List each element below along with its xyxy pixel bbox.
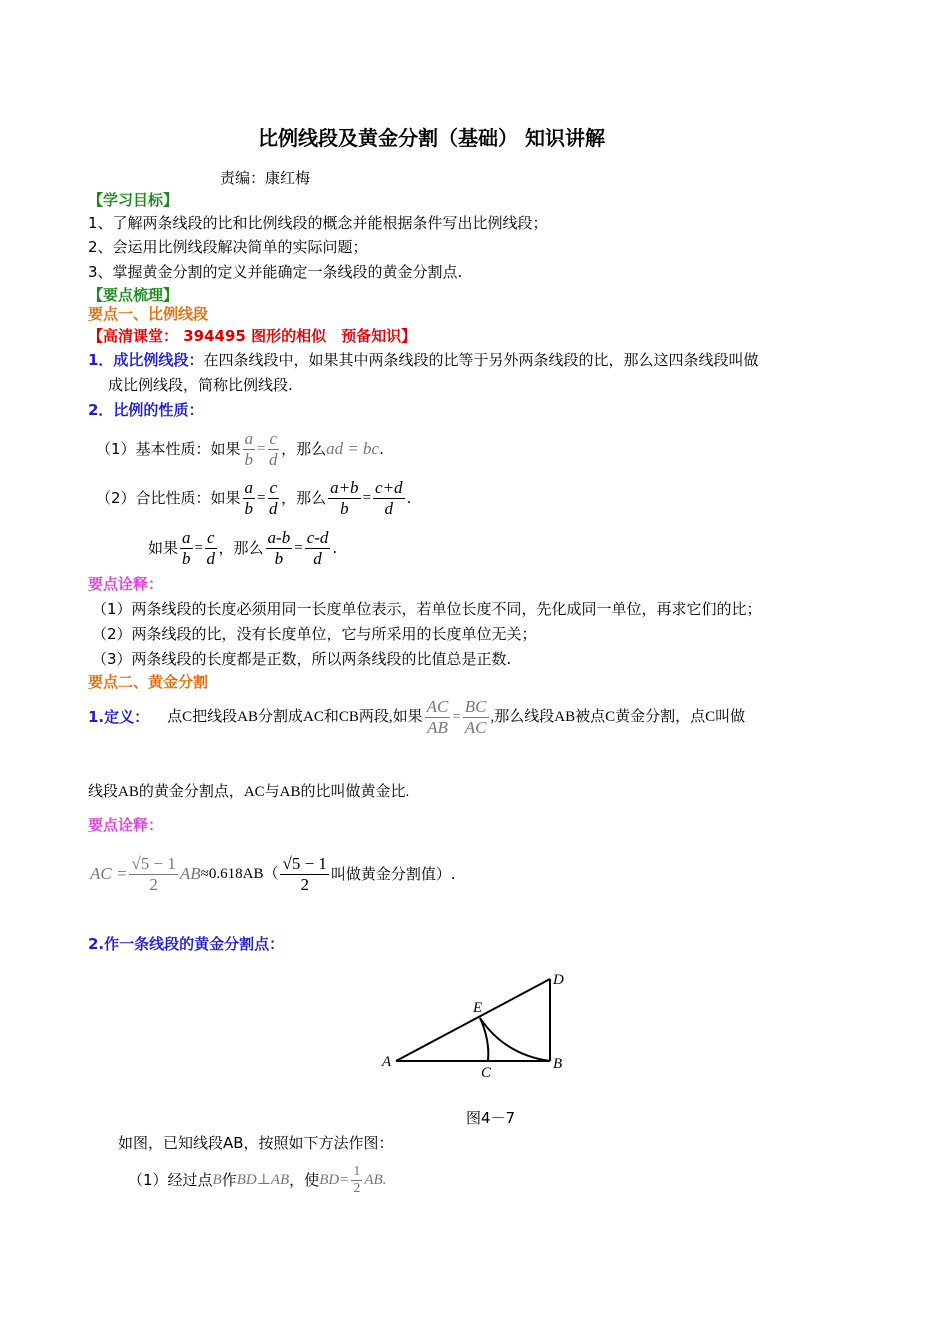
- arc-de: [480, 1018, 550, 1061]
- prop1-prefix: （1）基本性质：如果: [96, 440, 241, 458]
- point2-heading: 要点二、黄金分割: [88, 673, 209, 691]
- fraction-a-minus-b-over-b: $\frac{a-b}{b}$: [267, 527, 291, 568]
- def1-text: 在四条线段中，如果其中两条线段的比等于另外两条线段的比，那么这四条线段叫做: [203, 351, 759, 369]
- point-label-e: E: [473, 1000, 483, 1016]
- prop2-line: （2）合比性质：如果 $\frac{a}{b}$ = $\frac{c}{d}$ ，那么 $\frac{a+b}{b}$ = $\frac{c+d}{d}$ .: [96, 477, 412, 518]
- def1-line: [88, 350, 758, 370]
- construct-label: 2.作一条线段的黄金分割点：: [88, 935, 285, 953]
- fraction-ac-over-ab: $\frac{AC}{AB}$: [426, 696, 449, 737]
- point-label-a: A: [382, 1054, 392, 1070]
- point-label-c: C: [481, 1065, 492, 1081]
- fraction-bc-over-ac: $\frac{BC}{AC}$: [464, 696, 487, 737]
- note-item: （1）两条线段的长度必须用同一长度单位表示，若单位长度不同，先化成同一单位，再求它们的比；: [92, 600, 762, 618]
- section-points-heading: 【要点梳理】: [88, 286, 179, 304]
- goal-item: 3、掌握黄金分割的定义并能确定一条线段的黄金分割点.: [88, 263, 463, 281]
- prop1-line: （1）基本性质：如果 $\frac{a}{b}$ = $\frac{c}{d}$ ，那么 ad = bc .: [96, 428, 384, 469]
- fraction-a-plus-b-over-b: $\frac{a+b}{b}$: [330, 477, 359, 518]
- fraction-c-over-d: $\frac{c}{d}$: [269, 428, 278, 469]
- fraction-c-over-d: $\frac{c}{d}$: [206, 527, 215, 568]
- point-label-d: D: [553, 972, 564, 988]
- notes-label: 要点诠释：: [88, 575, 164, 593]
- goal-item: 2、会运用比例线段解决简单的实际问题；: [88, 238, 368, 256]
- fraction-a-over-b: $\frac{a}{b}$: [244, 428, 254, 469]
- prop-label: 2．比例的性质：: [88, 401, 204, 419]
- def1-label: 1．成比例线段：: [88, 351, 204, 369]
- prop3-line: 如果 $\frac{a}{b}$ = $\frac{c}{d}$ ，那么 $\frac{a-b}{b}$ = $\frac{c-d}{d}$ .: [148, 527, 338, 568]
- def1-line2: 成比例线段，简称比例线段.: [108, 376, 293, 394]
- golden-section-figure: [370, 965, 580, 1085]
- fraction-sqrt5-minus-1-over-2: $\frac{√5 - 1}{2}$: [131, 853, 176, 894]
- golden-formula: AC = $\frac{√5 - 1}{2}$ AB ≈0.618AB（ $\frac{√5 - 1}{2}$ 叫做黄金分割值）.: [90, 853, 456, 894]
- fraction-one-half: $\frac{1}{2}$: [353, 1163, 361, 1196]
- golden-def-line: 1.定义： 点C把线段AB分割成AC和CB两段,如果 $\frac{AC}{AB}$ = $\frac{BC}{AC}$ ,那么线段AB被点C黄金分割，点C叫做: [88, 696, 746, 737]
- section-goals-heading: 【学习目标】: [88, 191, 179, 209]
- golden-def-line2: 线段AB的黄金分割点，AC与AB的比叫做黄金比.: [88, 784, 410, 800]
- editor-line: 责编：康红梅: [220, 169, 311, 187]
- figure-caption: 图4－7: [466, 1109, 516, 1127]
- fraction-c-over-d: $\frac{c}{d}$: [269, 477, 278, 518]
- goal-item: 1、了解两条线段的比和比例线段的概念并能根据条件写出比例线段；: [88, 214, 548, 232]
- fraction-a-over-b: $\frac{a}{b}$: [244, 477, 254, 518]
- prop1-result: ad = bc: [326, 439, 380, 458]
- step1-line: （1）经过点 B 作 BD⊥AB ，使 BD= $\frac{1}{2}$ AB.: [128, 1163, 387, 1196]
- segment-ad: [396, 979, 550, 1061]
- golden-def-label: 1.定义：: [88, 708, 150, 726]
- page-title: 比例线段及黄金分割（基础） 知识讲解: [258, 126, 605, 150]
- fraction-c-plus-d-over-d: $\frac{c+d}{d}$: [375, 477, 403, 518]
- point-label-b: B: [553, 1056, 563, 1072]
- instruction-text: 如图，已知线段AB，按照如下方法作图：: [118, 1134, 394, 1152]
- fraction-c-minus-d-over-d: $\frac{c-d}{d}$: [306, 527, 329, 568]
- note-item: （2）两条线段的比，没有长度单位，它与所采用的长度单位无关；: [92, 625, 537, 643]
- fraction-sqrt5-minus-1-over-2: $\frac{√5 - 1}{2}$: [282, 853, 327, 894]
- fraction-a-over-b: $\frac{a}{b}$: [182, 527, 191, 568]
- hd-class-tag: 【高清课堂： 394495 图形的相似 预备知识】: [88, 327, 417, 345]
- point1-heading: 要点一、比例线段: [88, 305, 209, 323]
- notes2-label: 要点诠释：: [88, 816, 164, 834]
- note-item: （3）两条线段的长度都是正数，所以两条线段的比值总是正数.: [92, 650, 512, 668]
- prop2-prefix: （2）合比性质：如果: [96, 489, 241, 507]
